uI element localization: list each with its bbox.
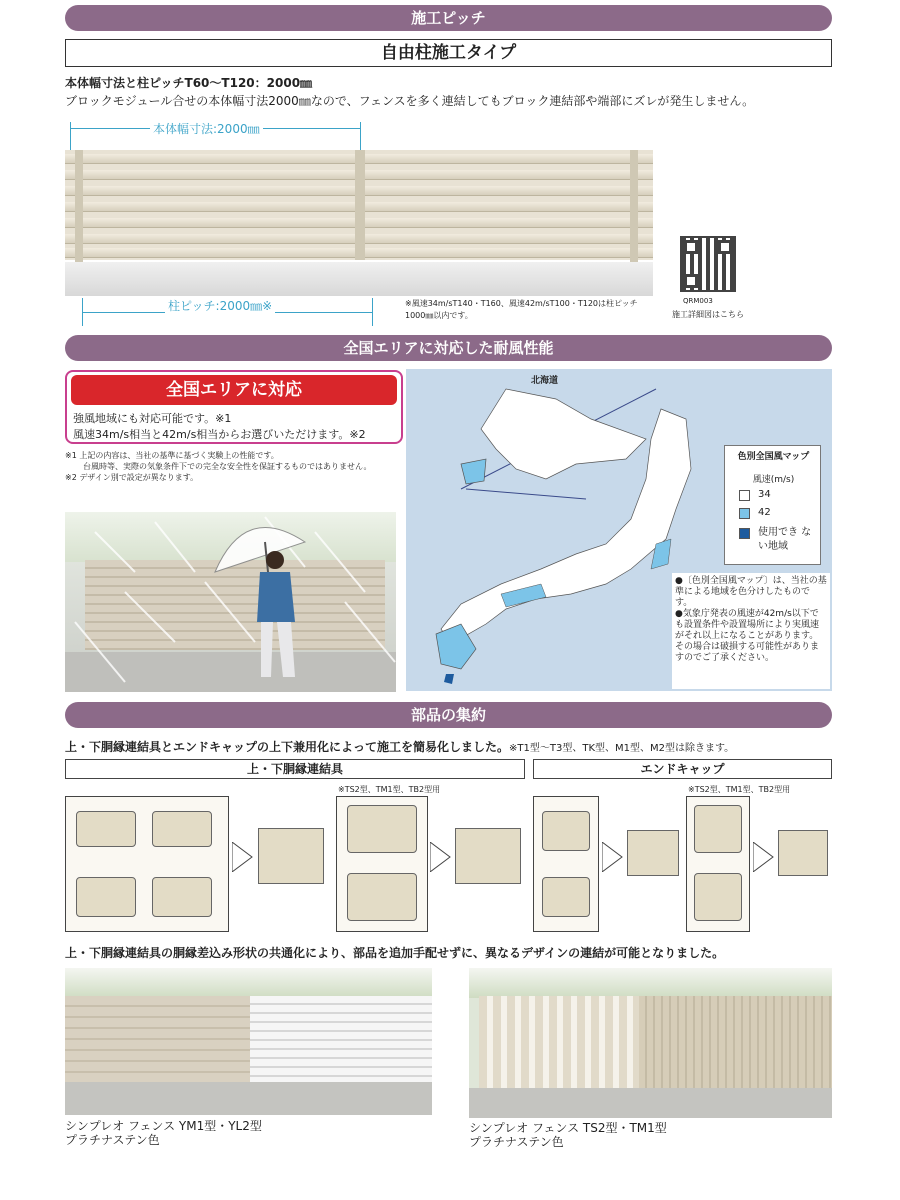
map-note1: ●〔色別全国風マップ〕は、当社の基準による地域を色分けしたものです。: [675, 576, 827, 608]
wind-banner: 全国エリアに対応: [71, 375, 397, 405]
qr-code-id: QRM003: [683, 297, 713, 305]
wind-map: [406, 369, 832, 691]
legend-swatch-unusable: [739, 528, 750, 539]
legend-title: 色別全国風マップ: [737, 452, 810, 462]
wind-note1: ※1 上記の内容は、当社の基準に基づく実験上の性能です。: [65, 451, 279, 460]
connector-parts-before: [65, 796, 229, 932]
width-label: 本体幅寸法:2000㎜: [150, 120, 263, 137]
arrow-icon: [602, 842, 624, 872]
connector-model-note: ※TS2型、TM1型、TB2型用: [338, 785, 441, 794]
pitch-spec: 本体幅寸法と柱ピッチT60～T120：2000㎜: [65, 76, 313, 90]
qr-code[interactable]: [680, 236, 736, 292]
photo2-caption2: プラチナステン色: [469, 1135, 564, 1149]
block-base: [65, 262, 653, 296]
arrow-icon: [753, 842, 775, 872]
fence-illustration: [65, 150, 653, 260]
wind-text2: 風速34m/s相当と42m/s相当からお選びいただけます。※2: [73, 428, 366, 441]
photo2-caption1: シンプレオ フェンス TS2型・TM1型: [469, 1121, 667, 1135]
connector-assembled-1: [258, 828, 324, 884]
section-header-wind: 全国エリアに対応した耐風性能: [65, 335, 832, 361]
endcap-assembled-2: [778, 830, 828, 876]
legend-swatch-34: [739, 490, 750, 501]
legend-swatch-42: [739, 508, 750, 519]
arrow-icon: [232, 842, 254, 872]
wind-note2: ※2 デザイン別で設定が異なります。: [65, 473, 199, 482]
parts-shared-text: 上・下胴縁連結具の胴縁差込み形状の共通化により、部品を追加手配せずに、異なるデザインの連結が可能となりました。: [65, 946, 725, 960]
parts-intro: 上・下胴縁連結具とエンドキャップの上下兼用化によって施工を簡易化しました。※T1型～T3型、TK型、M1型、M2型は除きます。: [65, 740, 735, 754]
section-header-parts: 部品の集約: [65, 702, 832, 728]
qr-caption: 施工詳細図はこちら: [672, 310, 744, 319]
legend-label-34: 34: [758, 489, 771, 500]
pitch-description: ブロックモジュール合せの本体幅寸法2000㎜なので、フェンスを多く連結してもブロック連結部や端部にズレが発生しません。: [65, 94, 755, 108]
endcap-assembled-1: [627, 830, 679, 876]
wind-text1: 強風地域にも対応可能です。※1: [73, 412, 232, 425]
map-notes: [672, 573, 830, 689]
legend-label-unusable: 使用でき ない地域: [758, 527, 812, 552]
legend-unit: 風速(m/s): [752, 475, 795, 485]
endcap-title: エンドキャップ: [533, 759, 832, 779]
pitch-label: 柱ピッチ:2000㎜※: [165, 297, 275, 314]
map-note2: ●気象庁発表の風速が42m/s以下でも設置条件や設置場所により実風速がそれ以上になることがあります。その場合は破損する可能性がありますのでご了承ください。: [675, 609, 820, 663]
wind-callout: [65, 370, 403, 444]
map-label-hokkaido: 北海道: [531, 376, 559, 386]
endcap-model-note: ※TS2型、TM1型、TB2型用: [688, 785, 791, 794]
wind-note1b: 台風時等、実際の気象条件下での完全な安全性を保証するものではありません。: [83, 462, 372, 471]
photo1-caption2: プラチナステン色: [65, 1133, 160, 1147]
endcap-parts-before: [533, 796, 599, 932]
umbrella-man: [205, 512, 325, 687]
photo1-caption1: シンプレオ フェンス YM1型・YL2型: [65, 1119, 262, 1133]
section-header-pitch: 施工ピッチ: [65, 5, 832, 31]
endcap-parts-ts2: [686, 796, 750, 932]
wind-photo: [65, 512, 396, 692]
arrow-icon: [430, 842, 452, 872]
map-legend: [724, 445, 821, 565]
connector-assembled-2: [455, 828, 521, 884]
photo-ts2-tm1: [469, 968, 832, 1118]
photo-ym1-yl2: [65, 968, 432, 1115]
parts-intro-note: ※T1型～T3型、TK型、M1型、M2型は除きます。: [509, 743, 735, 754]
connector-parts-ts2: [336, 796, 428, 932]
connector-title: 上・下胴縁連結具: [65, 759, 525, 779]
legend-label-42: 42: [758, 507, 771, 518]
type-title: 自由柱施工タイプ: [65, 39, 832, 67]
pitch-note: ※風速34m/sT140・T160、風速42m/sT100・T120は柱ピッチ1000㎜以内です。: [405, 299, 638, 320]
